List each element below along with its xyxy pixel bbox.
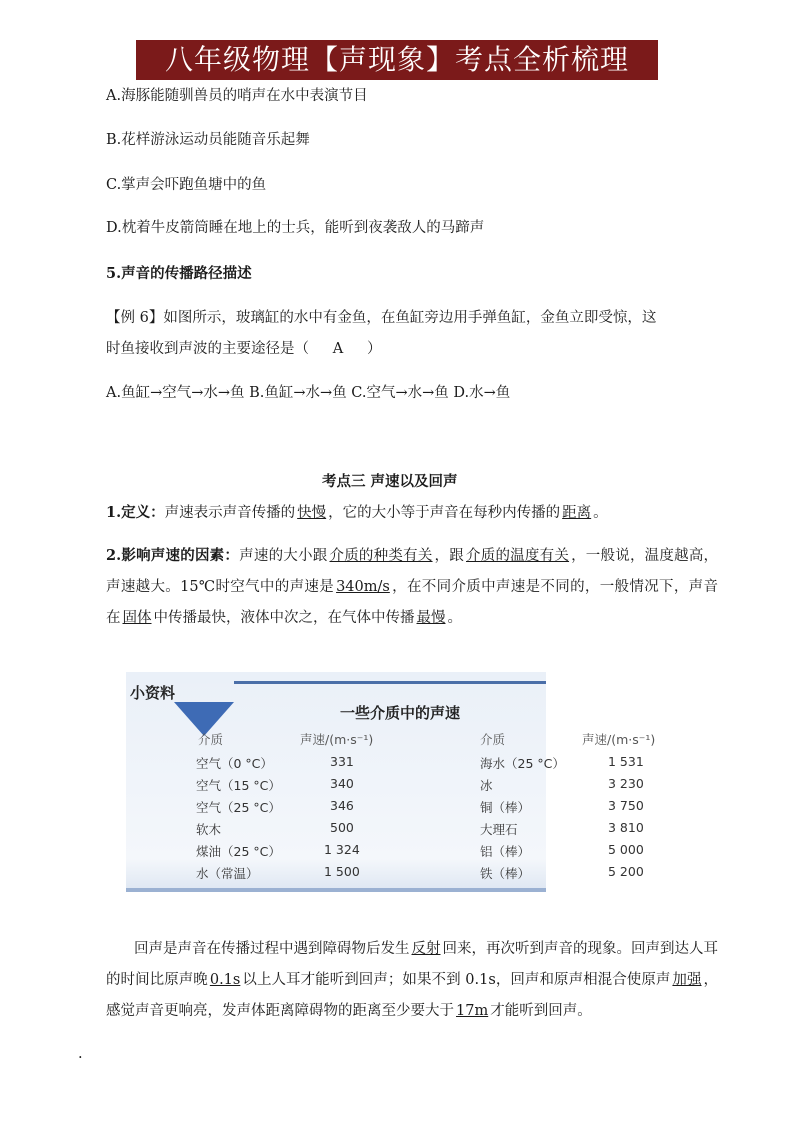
factors-text-1: 声速的大小跟 xyxy=(239,548,328,564)
echo-answer-1: 反射 xyxy=(411,941,441,957)
table-cell-medium: 铝（棒） xyxy=(480,844,531,859)
table-cell-speed: 1 500 xyxy=(324,864,360,879)
example-6-question: 时鱼接收到声波的主要途径是（ xyxy=(106,341,309,357)
example-6-close: ） xyxy=(367,341,382,357)
table-cell-medium: 软木 xyxy=(196,822,222,837)
factors-answer-1: 介质的种类有关 xyxy=(329,548,433,564)
kaodian-3-heading: 考点三 声速以及回声 xyxy=(322,473,458,490)
table-cell-speed: 3 810 xyxy=(608,820,644,835)
factors-text-2: ，跟 xyxy=(434,548,464,564)
example-6-answer: A xyxy=(332,341,344,357)
echo-answer-2: 0.1s xyxy=(209,972,241,988)
card-title: 一些介质中的声速 xyxy=(340,704,461,722)
factors-answer-5: 最慢 xyxy=(416,610,446,626)
table-cell-medium: 大理石 xyxy=(480,822,518,837)
echo-text-3: 以上人耳才能听到回声；如果不到 0.1s，回声和原声相混合使原声 xyxy=(242,972,671,988)
table-cell-speed: 3 230 xyxy=(608,776,644,791)
table-cell-medium: 水（常温） xyxy=(196,866,259,881)
table-cell-medium: 冰 xyxy=(480,778,493,793)
echo-text-5: 才能听到回声。 xyxy=(490,1003,592,1019)
table-cell-medium: 海水（25 °C） xyxy=(480,756,565,771)
factors-answer-3: 340m/s xyxy=(336,579,390,595)
option-d: D.枕着牛皮箭筒睡在地上的士兵，能听到夜袭敌人的马蹄声 xyxy=(106,220,485,236)
table-cell-speed: 1 531 xyxy=(608,754,644,769)
table-cell-medium: 铜（棒） xyxy=(480,800,531,815)
factors-label: 2.影响声速的因素： xyxy=(106,547,240,564)
header-speed-right: 声速/(m·s⁻¹) xyxy=(582,732,656,747)
table-cell-medium: 铁（棒） xyxy=(480,866,531,881)
header-speed-left: 声速/(m·s⁻¹) xyxy=(300,732,374,747)
definition-label: 1.定义： xyxy=(106,504,165,521)
section-5-heading: 5.声音的传播路径描述 xyxy=(106,265,252,282)
echo-text-2: 回来，再次听到声音的现象。回声到达人耳的时间比原声晚 xyxy=(106,941,718,988)
table-cell-medium: 煤油（25 °C） xyxy=(196,844,281,859)
echo-text-1: 回声是声音在传播过程中遇到障碍物后发生 xyxy=(134,941,410,957)
table-cell-speed: 331 xyxy=(330,754,354,769)
table-cell-medium: 空气（0 °C） xyxy=(196,756,273,771)
definition-text-2: ，它的大小等于声音在每秒内传播的 xyxy=(328,505,561,521)
sound-speed-info-card xyxy=(126,672,656,892)
card-label: 小资料 xyxy=(130,684,176,702)
definition-answer-2: 距离 xyxy=(562,505,592,521)
header-medium-right: 介质 xyxy=(480,732,506,747)
factors-paragraph xyxy=(106,540,718,634)
factors-text-6: 。 xyxy=(447,610,462,626)
factors-text-5: 中传播最快，液体中次之，在气体中传播 xyxy=(153,610,415,626)
page-banner-title: 八年级物理【声现象】考点全析梳理 xyxy=(136,40,658,80)
option-a: A.海豚能随驯兽员的哨声在水中表演节目 xyxy=(106,88,368,104)
table-cell-speed: 346 xyxy=(330,798,354,813)
factors-answer-4: 固体 xyxy=(122,610,152,626)
echo-paragraph xyxy=(106,934,718,1027)
example-6-line2 xyxy=(106,337,382,358)
definition-text-1: 声速表示声音传播的 xyxy=(164,505,296,521)
option-b: B.花样游泳运动员能随音乐起舞 xyxy=(106,132,310,148)
table-cell-speed: 500 xyxy=(330,820,354,835)
factors-text-4: ，在不同介质中声速是不同的，一般情况下，声音在 xyxy=(106,579,718,626)
table-cell-speed: 1 324 xyxy=(324,842,360,857)
card-bottom-rule xyxy=(126,888,546,892)
table-cell-medium: 空气（25 °C） xyxy=(196,800,281,815)
table-cell-speed: 3 750 xyxy=(608,798,644,813)
option-c: C.掌声会吓跑鱼塘中的鱼 xyxy=(106,177,267,193)
table-cell-speed: 5 000 xyxy=(608,842,644,857)
definition-text-3: 。 xyxy=(593,505,608,521)
table-cell-speed: 340 xyxy=(330,776,354,791)
factors-text-3: ，一般说，温度越高，声速越大。15℃时空气中的声速是 xyxy=(106,548,719,595)
header-medium-left: 介质 xyxy=(198,732,224,747)
stray-dot: . xyxy=(78,1046,83,1062)
example-6-line1: 【例 6】如图所示，玻璃缸的水中有金鱼，在鱼缸旁边用手弹鱼缸，金鱼立即受惊，这 xyxy=(106,310,657,326)
factors-answer-2: 介质的温度有关 xyxy=(466,548,570,564)
example-6-options: A.鱼缸→空气→水→鱼 B.鱼缸→水→鱼 C.空气→水→鱼 D.水→鱼 xyxy=(106,385,511,401)
definition-line xyxy=(106,501,608,522)
table-cell-medium: 空气（15 °C） xyxy=(196,778,281,793)
card-header-rule xyxy=(234,681,546,684)
echo-text-4: ，感觉声音更响亮，发声体距离障碍物的距离至少要大于 xyxy=(106,972,719,1019)
echo-answer-3: 加强 xyxy=(672,972,702,988)
definition-answer-1: 快慢 xyxy=(297,505,327,521)
table-cell-speed: 5 200 xyxy=(608,864,644,879)
echo-answer-4: 17m xyxy=(456,1003,489,1019)
